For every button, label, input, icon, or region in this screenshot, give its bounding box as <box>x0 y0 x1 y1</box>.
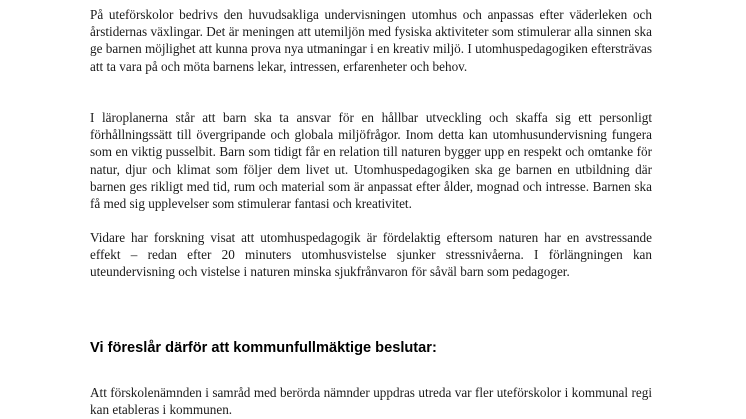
paragraph-uteforskolor: På uteförskolor bedrivs den huvudsakliga undervisningen utomhus och anpassas efter väderleken och årstidernas växlingar. Det är meningen att utemiljön med fysiska aktiviteter som stimulerar alla sinnen ska ge barnen möjlighet att kunna prova nya utmaningar i en kreativ miljö. I utomhuspedagogiken eftersträvas att ta vara på och möta barnens lekar, intressen, erfarenheter och behov. <box>90 7 652 74</box>
proposal-text: Att förskolenämnden i samråd med berörda nämnder uppdras utreda var fler uteförskolor i kommunal regi kan etableras i kommunen. <box>90 385 652 418</box>
proposal-heading: Vi föreslår därför att kommunfullmäktige beslutar: <box>90 340 437 356</box>
paragraph-laroplanerna: I läroplanerna står att barn ska ta ansvar för en hållbar utveckling och skaffa sig ett personligt förhållningssätt till övergripande och globala miljöfrågor. Inom detta kan utomhusundervisning fungera som en viktig pusselbit. Barn som tidigt får en relation till naturen bygger upp en respekt och omtanke för natur, djur och klimat som följer dem livet ut. Utomhuspedagogiken ska ge barnen en utbildning där barnen ges rikligt med tid, rum och material som är anpassat efter ålder, mognad och intresse. Barnen ska få med sig upplevelser som stimulerar fantasi och kreativitet. <box>90 110 652 212</box>
paragraph-forskning: Vidare har forskning visat att utomhuspedagogik är fördelaktig eftersom naturen har en avstressande effekt – redan efter 20 minuters utomhusvistelse sjunker stressnivåerna. I förlängningen kan uteundervisning och vistelse i naturen minska sjukfrånvaron för såväl barn som pedagoger. <box>90 230 652 280</box>
